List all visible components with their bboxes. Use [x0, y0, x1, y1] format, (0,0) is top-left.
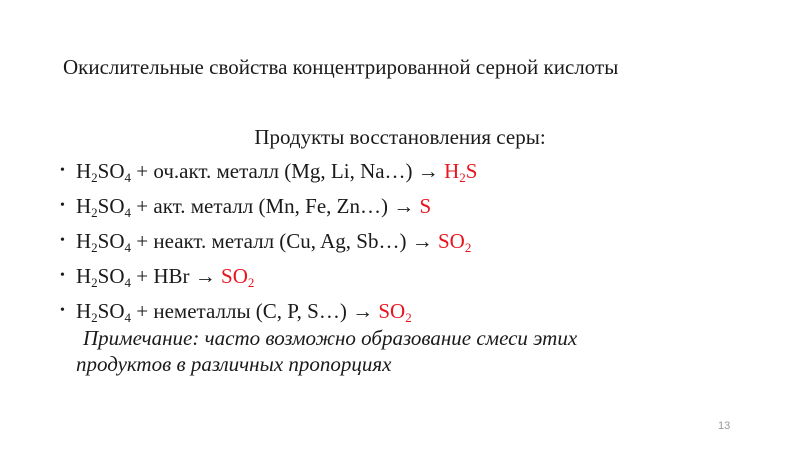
reaction-list: [60, 156, 477, 331]
reaction-reagent: + акт. металл (Mn, Fe, Zn…) →: [131, 194, 420, 218]
reaction-product: $H_2S$: [444, 159, 478, 185]
note-line-1: Примечание: часто возможно образование смеси этих: [83, 326, 578, 350]
reaction-item: [60, 261, 477, 296]
reaction-item: [60, 191, 477, 226]
reaction-product: S: [419, 194, 432, 218]
acid-formula: $H_2SO_4$: [76, 299, 132, 325]
page-number: 13: [718, 420, 731, 432]
reaction-product: $SO_2$: [437, 229, 472, 255]
bullet-icon: •: [60, 233, 65, 248]
reaction-reagent: + неметаллы (C, P, S…) →: [131, 299, 379, 323]
reaction-reagent: + оч.акт. металл (Mg, Li, Na…) →: [131, 159, 445, 183]
slide-subtitle: Продукты восстановления серы:: [254, 125, 546, 149]
bullet-icon: •: [60, 268, 65, 283]
reaction-reagent: + HBr →: [131, 264, 222, 288]
reaction-item: [60, 226, 477, 261]
reaction-reagent: + неакт. металл (Cu, Ag, Sb…) →: [131, 229, 438, 253]
note-line-2: продуктов в различных пропорциях: [76, 352, 392, 376]
reaction-product: $SO_2$: [221, 264, 255, 290]
reaction-item: [60, 156, 477, 191]
bullet-icon: •: [60, 303, 65, 318]
slide-title: Окислительные свойства концентрированной серной кислоты: [63, 55, 619, 79]
bullet-icon: •: [60, 198, 65, 213]
acid-formula: $H_2SO_4$: [76, 159, 132, 185]
reaction-product: $SO_2$: [378, 299, 412, 325]
acid-formula: $H_2SO_4$: [76, 229, 132, 255]
acid-formula: $H_2SO_4$: [76, 194, 132, 220]
acid-formula: $H_2SO_4$: [76, 264, 132, 290]
bullet-icon: •: [60, 163, 65, 178]
